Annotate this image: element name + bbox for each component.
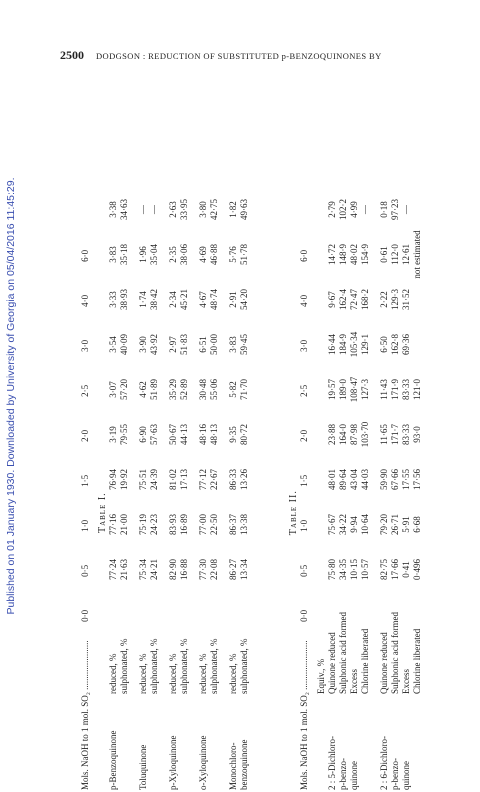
table-cell: 45·21 xyxy=(179,289,189,310)
row-label: reduced, % xyxy=(198,653,208,694)
table-cell: 77·30 xyxy=(198,559,208,580)
table-cell: 13·26 xyxy=(239,469,249,490)
watermark-text: Published on 01 January 1930. Downloaded by University of Georgia on 05/04/2016 11:45:29. xyxy=(5,177,17,615)
table-cell: 2·63 xyxy=(168,201,178,218)
table-cell: 82·90 xyxy=(168,559,178,580)
table-row xyxy=(349,187,360,792)
table-cell: 75·67 xyxy=(327,514,337,535)
table-cell: 16·88 xyxy=(179,559,189,580)
table-cell: 9·67 xyxy=(327,291,337,308)
row-label: reduced, % xyxy=(168,653,178,694)
table-cell: 34·22 xyxy=(338,514,348,535)
table-cell: 3·33 xyxy=(108,291,118,308)
table-1 xyxy=(80,233,108,792)
table-cell: 2·34 xyxy=(168,291,178,308)
rotated-content-area xyxy=(80,80,480,792)
table-cell: 3·38 xyxy=(108,201,118,218)
table-cell: 103·70 xyxy=(360,421,370,448)
table-cell: 4·69 xyxy=(198,246,208,263)
table-1-title: Table I. xyxy=(97,492,108,534)
table-cell: 35·29 xyxy=(168,379,178,400)
table-cell: 189·0 xyxy=(338,379,348,400)
table-cell: 17·66 xyxy=(390,559,400,580)
table-cell: 10·57 xyxy=(360,559,370,580)
table-cell: 34·35 xyxy=(338,559,348,580)
table-cell: 42·75 xyxy=(209,199,219,220)
table-cell: — xyxy=(138,205,148,214)
table-cell: 24·39 xyxy=(149,469,159,490)
table-cell: 24·21 xyxy=(149,559,159,580)
table-cell: 50·00 xyxy=(209,334,219,355)
table-1-body xyxy=(108,187,258,792)
table-cell: 17·55 xyxy=(401,469,411,490)
table-cell: 6·68 xyxy=(412,516,422,533)
table-cell: 82·75 xyxy=(379,559,389,580)
table-2-header-label: Mols. NaOH to 1 mol. SO₂ ...................... xyxy=(299,640,309,790)
table-cell: — xyxy=(401,205,411,214)
table-cell: 48·74 xyxy=(209,289,219,310)
table-cell: 171·7 xyxy=(390,424,400,445)
table-cell: 1·96 xyxy=(138,246,148,263)
table-cell: 9·35 xyxy=(228,426,238,443)
table-cell: 38·06 xyxy=(179,244,189,265)
table-cell: 129·3 xyxy=(390,289,400,310)
compound-name: Monochloro- xyxy=(228,742,238,790)
row-label: Chlorine liberated xyxy=(360,628,370,694)
table-row xyxy=(412,187,423,792)
table-cell: 19·57 xyxy=(327,379,337,400)
row-label: Excess xyxy=(401,669,411,694)
table-cell: 31·52 xyxy=(401,289,411,310)
table-2-body xyxy=(316,187,431,792)
table-cell: 2·91 xyxy=(228,291,238,308)
row-label: Quinone reduced xyxy=(379,632,389,694)
table-cell: 51·89 xyxy=(149,379,159,400)
table-2-col-header: 0·5 xyxy=(299,564,309,577)
table-cell: 81·02 xyxy=(168,469,178,490)
table-cell: 30·48 xyxy=(198,379,208,400)
table-cell: 67·66 xyxy=(390,469,400,490)
table-cell: 79·55 xyxy=(119,424,129,445)
table-row xyxy=(379,187,390,792)
table-cell: 48·01 xyxy=(327,469,337,490)
table-cell: 4·67 xyxy=(198,291,208,308)
table-cell: 4·99 xyxy=(349,201,359,218)
table-row xyxy=(149,187,160,792)
table-1-col-header: 2·0 xyxy=(80,429,90,442)
compound-name: 2 : 6-Dichloro- xyxy=(379,736,389,790)
table-cell: 184·9 xyxy=(338,334,348,355)
table-cell: 97·23 xyxy=(390,199,400,220)
table-2-col-header: 2·5 xyxy=(299,384,309,397)
table-cell: 93·0 xyxy=(412,426,422,443)
table-cell: 17·56 xyxy=(412,469,422,490)
running-title: DODGSON : REDUCTION OF SUBSTITUTED p-BENZOQUINONES BY xyxy=(96,51,382,61)
table-1-col-header: 3·0 xyxy=(80,339,90,352)
row-label: Quinone reduced xyxy=(327,632,337,694)
table-cell xyxy=(412,322,423,367)
table-cell: 162·4 xyxy=(338,289,348,310)
table-cell: 75·51 xyxy=(138,469,148,490)
table-cell: 6·51 xyxy=(198,336,208,353)
table-cell: 86·27 xyxy=(228,559,238,580)
table-cell: 0·18 xyxy=(379,201,389,218)
table-cell: 0·41 xyxy=(401,561,411,578)
compound-name: p-benzo- xyxy=(338,758,348,790)
row-label: reduced, % xyxy=(228,653,238,694)
table-cell: 12·61 xyxy=(401,244,411,265)
rotated-tables xyxy=(80,80,480,792)
table-row xyxy=(179,187,190,792)
table-cell: 4·62 xyxy=(138,381,148,398)
table-cell: 154·9 xyxy=(360,244,370,265)
table-cell: 5·91 xyxy=(401,516,411,533)
table-row xyxy=(327,187,338,792)
table-cell: 86·33 xyxy=(228,469,238,490)
table-cell: 3·19 xyxy=(108,426,118,443)
table-cell: 59·45 xyxy=(239,334,249,355)
table-cell: not estimated xyxy=(412,230,422,279)
table-cell: 72·47 xyxy=(349,289,359,310)
compound-name: p-Benzoquinone xyxy=(108,730,118,790)
table-row xyxy=(228,187,239,792)
table-2 xyxy=(288,233,316,792)
table-cell: 89·64 xyxy=(338,469,348,490)
compound-name: quinone xyxy=(401,761,411,790)
table-cell: 14·72 xyxy=(327,244,337,265)
table-2-col-header: 1·5 xyxy=(299,474,309,487)
compound-name: p-Xyloquinone xyxy=(168,735,178,790)
table-1-col-header: 2·5 xyxy=(80,384,90,397)
table-cell: 5·82 xyxy=(228,381,238,398)
table-cell: 3·80 xyxy=(198,201,208,218)
table-row xyxy=(119,187,130,792)
table-cell: 2·79 xyxy=(327,201,337,218)
table-2-header-row xyxy=(299,233,316,792)
table-1-col-header: 0·5 xyxy=(80,564,90,577)
table-cell: 77·00 xyxy=(198,514,208,535)
table-cell: 44·03 xyxy=(360,469,370,490)
table-cell: 43·04 xyxy=(349,469,359,490)
table-cell: 50·67 xyxy=(168,424,178,445)
equiv-row xyxy=(316,187,327,792)
table-cell: 75·80 xyxy=(327,559,337,580)
table-1-col-header: 0·0 xyxy=(80,609,90,622)
table-cell: 75·34 xyxy=(138,559,148,580)
table-cell: 35·04 xyxy=(149,244,159,265)
table-cell: 57·63 xyxy=(149,424,159,445)
table-2-col-header: 6·0 xyxy=(299,249,309,262)
table-cell: 17·13 xyxy=(179,469,189,490)
table-cell: 38·93 xyxy=(119,289,129,310)
row-label: sulphonated, % xyxy=(239,638,249,694)
table-1-title-row xyxy=(97,233,108,792)
table-cell: 22·67 xyxy=(209,469,219,490)
table-cell: 5·76 xyxy=(228,246,238,263)
table-cell: 11·43 xyxy=(379,379,389,400)
table-1-header-label: Mols. NaOH to 1 mol. SO₂ ...................... xyxy=(80,640,90,790)
table-row xyxy=(168,187,179,792)
table-cell: 80·72 xyxy=(239,424,249,445)
table-1-col-header: 6·0 xyxy=(80,249,90,262)
table-row xyxy=(401,187,412,792)
table-cell: 16·44 xyxy=(327,334,337,355)
table-cell: 40·09 xyxy=(119,334,129,355)
table-cell: 48·16 xyxy=(198,424,208,445)
table-cell: 105·34 xyxy=(349,331,359,358)
compound-name: quinone xyxy=(349,761,359,790)
table-cell: 23·88 xyxy=(327,424,337,445)
row-label: sulphonated, % xyxy=(209,638,219,694)
table-cell: 121·0 xyxy=(412,379,422,400)
table-cell: 162·8 xyxy=(390,334,400,355)
table-cell: 1·82 xyxy=(228,201,238,218)
table-cell: 83·93 xyxy=(168,514,178,535)
page-header xyxy=(60,46,480,64)
table-cell: 10·64 xyxy=(360,514,370,535)
table-cell: 79·20 xyxy=(379,514,389,535)
table-cell: 171·9 xyxy=(390,379,400,400)
table-cell: 164·0 xyxy=(338,424,348,445)
row-label: reduced, % xyxy=(138,653,148,694)
table-cell: 0·496 xyxy=(412,559,422,580)
table-cell: 16·89 xyxy=(179,514,189,535)
table-2-col-header: 2·0 xyxy=(299,429,309,442)
row-label: Sulphonic acid formed xyxy=(390,612,400,694)
table-cell: 168·2 xyxy=(360,289,370,310)
table-cell: 34·63 xyxy=(119,199,129,220)
table-cell: 112·0 xyxy=(390,244,400,265)
table-2-col-header: 4·0 xyxy=(299,294,309,307)
table-cell: 83·33 xyxy=(401,379,411,400)
table-cell: 48·13 xyxy=(209,424,219,445)
table-cell: 129·1 xyxy=(360,334,370,355)
download-watermark xyxy=(2,0,20,792)
table-1-col-header: 1·0 xyxy=(80,519,90,532)
table-cell: 22·08 xyxy=(209,559,219,580)
table-cell: 2·35 xyxy=(168,246,178,263)
table-cell: 108·47 xyxy=(349,376,359,403)
table-cell: 19·92 xyxy=(119,469,129,490)
table-cell: 102·2 xyxy=(338,199,348,220)
table-cell: 148·9 xyxy=(338,244,348,265)
table-cell: — xyxy=(360,205,370,214)
table-cell: 26·71 xyxy=(390,514,400,535)
table-cell: 43·92 xyxy=(149,334,159,355)
table-cell: 2·97 xyxy=(168,336,178,353)
table-row xyxy=(239,187,250,792)
table-cell: 52·89 xyxy=(179,379,189,400)
table-cell: 44·13 xyxy=(179,424,189,445)
row-label: Sulphonic acid formed xyxy=(338,612,348,694)
table-1-col-header: 4·0 xyxy=(80,294,90,307)
table-cell: 48·02 xyxy=(349,244,359,265)
table-cell: 21·63 xyxy=(119,559,129,580)
table-cell: 0·61 xyxy=(379,246,389,263)
compound-name: benzoquinone xyxy=(239,739,249,790)
table-2-title-row xyxy=(288,233,299,792)
compound-name: 2 : 5-Dichloro- xyxy=(327,736,337,790)
table-cell: 11·65 xyxy=(379,424,389,445)
table-2-col-header: 0·0 xyxy=(299,609,309,622)
table-row xyxy=(338,187,349,792)
table-cell: 3·83 xyxy=(228,336,238,353)
row-label: sulphonated, % xyxy=(119,638,129,694)
table-cell: 57·20 xyxy=(119,379,129,400)
table-2-col-header: 3·0 xyxy=(299,339,309,352)
table-cell: 127·3 xyxy=(360,379,370,400)
table-cell: 51·78 xyxy=(239,244,249,265)
table-cell: 77·24 xyxy=(108,559,118,580)
table-cell: 21·00 xyxy=(119,514,129,535)
table-cell: 77·16 xyxy=(108,514,118,535)
table-cell: — xyxy=(149,205,159,214)
row-label: reduced, % xyxy=(108,653,118,694)
table-cell: 6·90 xyxy=(138,426,148,443)
row-label: Excess xyxy=(349,669,359,694)
table-cell: 2·22 xyxy=(379,291,389,308)
table-row xyxy=(390,187,401,792)
table-row xyxy=(360,187,371,792)
table-cell: 75·19 xyxy=(138,514,148,535)
table-row xyxy=(198,187,209,792)
table-cell: 6·50 xyxy=(379,336,389,353)
table-cell: 1·74 xyxy=(138,291,148,308)
table-cell: 3·90 xyxy=(138,336,148,353)
table-1-col-header: 1·5 xyxy=(80,474,90,487)
table-cell: 38·42 xyxy=(149,289,159,310)
table-row xyxy=(209,187,220,792)
table-cell: 83·33 xyxy=(401,424,411,445)
table-cell: 10·15 xyxy=(349,559,359,580)
table-cell: 55·06 xyxy=(209,379,219,400)
table-cell: 3·83 xyxy=(108,246,118,263)
table-cell: 76·94 xyxy=(108,469,118,490)
compound-name: Toluquinone xyxy=(138,744,148,790)
table-cell: 49·63 xyxy=(239,199,249,220)
table-cell: 51·83 xyxy=(179,334,189,355)
table-cell: 13·34 xyxy=(239,559,249,580)
table-cell: 3·54 xyxy=(108,336,118,353)
table-cell: 59·90 xyxy=(379,469,389,490)
table-2-title: Table II. xyxy=(288,490,299,536)
table-cell: 71·70 xyxy=(239,379,249,400)
equiv-label: Equiv., % xyxy=(316,658,326,694)
table-cell: 46·88 xyxy=(209,244,219,265)
row-label: sulphonated, % xyxy=(149,638,159,694)
page-number: 2500 xyxy=(60,48,84,62)
table-cell: 9·94 xyxy=(349,516,359,533)
table-cell: 87·98 xyxy=(349,424,359,445)
table-cell: 86·37 xyxy=(228,514,238,535)
table-cell: 22·50 xyxy=(209,514,219,535)
table-row xyxy=(138,187,149,792)
table-cell: 69·36 xyxy=(401,334,411,355)
table-cell: 54·20 xyxy=(239,289,249,310)
row-label: sulphonated, % xyxy=(179,638,189,694)
row-label: Chlorine liberated xyxy=(412,628,422,694)
table-1-header-row xyxy=(80,233,97,792)
table-cell: 33·95 xyxy=(179,199,189,220)
table-2-col-header: 1·0 xyxy=(299,519,309,532)
compound-name: p-benzo- xyxy=(390,758,400,790)
table-cell: 3·07 xyxy=(108,381,118,398)
table-cell: 35·18 xyxy=(119,244,129,265)
table-row xyxy=(108,187,119,792)
compound-name: o-Xyloquinone xyxy=(198,735,208,790)
table-cell: 13·38 xyxy=(239,514,249,535)
table-cell: 77·12 xyxy=(198,469,208,490)
table-cell: 24·23 xyxy=(149,514,159,535)
